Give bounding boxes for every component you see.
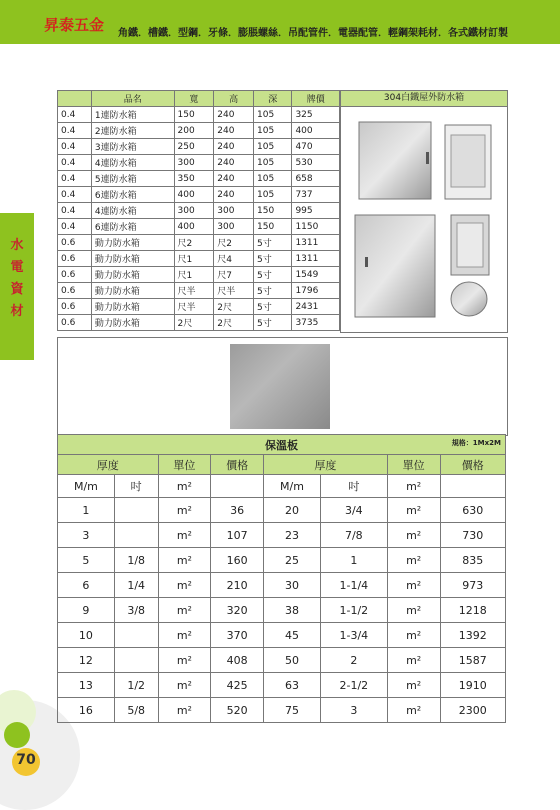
table-cell: m²	[387, 598, 440, 623]
table-cell: 408	[211, 648, 264, 673]
table-cell: 23	[264, 523, 321, 548]
table-cell: m²	[158, 673, 211, 698]
table-cell: 240	[214, 107, 254, 123]
table-cell: m²	[158, 623, 211, 648]
table-cell: 150	[254, 219, 292, 235]
column-header: 價格	[211, 455, 264, 475]
table-cell: 尺1	[174, 251, 214, 267]
sub-header-cell: m²	[387, 475, 440, 498]
insulation-subheader-row	[58, 475, 506, 498]
table-cell: m²	[158, 598, 211, 623]
box-side-photo	[451, 215, 489, 275]
table-cell: 2300	[440, 698, 505, 723]
table-cell: 1796	[292, 283, 340, 299]
side-tab	[0, 213, 34, 360]
header-bar	[0, 0, 560, 44]
table-cell: m²	[387, 498, 440, 523]
box-large-photo	[355, 215, 435, 317]
table-cell: 300	[214, 219, 254, 235]
table-cell: 75	[264, 698, 321, 723]
table-cell: 5寸	[254, 283, 292, 299]
table-cell: m²	[387, 698, 440, 723]
table-cell: 240	[214, 171, 254, 187]
table-cell: 4連防水箱	[91, 155, 174, 171]
column-header: 厚度	[58, 455, 159, 475]
table-cell: 63	[264, 673, 321, 698]
table-cell: 2尺	[214, 315, 254, 331]
brand-name: 昇泰五金	[44, 16, 105, 34]
box-open-photo	[445, 125, 491, 199]
table-cell: 658	[292, 171, 340, 187]
table-cell: 400	[292, 123, 340, 139]
table-row	[58, 187, 340, 203]
table-row	[58, 299, 340, 315]
table-cell: 325	[292, 107, 340, 123]
column-header	[58, 91, 92, 107]
table-cell: 尺2	[174, 235, 214, 251]
table-row	[58, 107, 340, 123]
table-cell: 320	[211, 598, 264, 623]
table-row	[58, 219, 340, 235]
table-cell: m²	[158, 523, 211, 548]
table-cell: 2-1/2	[320, 673, 387, 698]
product-photo-panel	[340, 90, 508, 333]
table-cell: 38	[264, 598, 321, 623]
table-cell: 25	[264, 548, 321, 573]
sub-header-cell	[211, 475, 264, 498]
table-row	[58, 171, 340, 187]
table-cell: 尺半	[214, 283, 254, 299]
insulation-spec: 規格：1Mx2M	[451, 439, 501, 447]
table-row	[58, 573, 506, 598]
table-cell: 0.4	[58, 139, 92, 155]
table-cell: 1311	[292, 235, 340, 251]
table-cell: 1/8	[114, 548, 158, 573]
table-cell: 3735	[292, 315, 340, 331]
table-cell	[114, 623, 158, 648]
table-cell: 45	[264, 623, 321, 648]
table-cell: 105	[254, 123, 292, 139]
table-cell: 1311	[292, 251, 340, 267]
table-cell: 0.6	[58, 299, 92, 315]
table-cell: 530	[292, 155, 340, 171]
table-row	[58, 498, 506, 523]
table-cell: 12	[58, 648, 115, 673]
table-cell: 1392	[440, 623, 505, 648]
column-header: 單位	[387, 455, 440, 475]
table-cell: 105	[254, 107, 292, 123]
column-header: 高	[214, 91, 254, 107]
table-row	[58, 698, 506, 723]
table-cell: 0.4	[58, 219, 92, 235]
table-cell: 160	[211, 548, 264, 573]
table-row	[58, 598, 506, 623]
table-row	[58, 548, 506, 573]
product-photos	[341, 107, 507, 332]
table-cell: 尺4	[214, 251, 254, 267]
column-header: 價格	[440, 455, 505, 475]
table-row	[58, 523, 506, 548]
table-cell: 1連防水箱	[91, 107, 174, 123]
table-cell: 300	[174, 203, 214, 219]
table-cell: m²	[387, 523, 440, 548]
column-header: 厚度	[264, 455, 388, 475]
table-cell: 630	[440, 498, 505, 523]
table-cell: m²	[387, 673, 440, 698]
sub-header-cell	[440, 475, 505, 498]
table-cell: 995	[292, 203, 340, 219]
table-cell: 105	[254, 187, 292, 203]
table-cell: 0.6	[58, 251, 92, 267]
table-cell: 400	[174, 219, 214, 235]
table-cell: 107	[211, 523, 264, 548]
table-cell: 5	[58, 548, 115, 573]
insulation-board-photo-area	[57, 337, 508, 436]
table-cell: 30	[264, 573, 321, 598]
table-cell: 5寸	[254, 299, 292, 315]
table-cell: 2	[320, 648, 387, 673]
waterproof-box-table	[57, 90, 340, 331]
sub-header-cell: m²	[158, 475, 211, 498]
table-cell: m²	[387, 648, 440, 673]
insulation-price-table	[57, 434, 506, 723]
table-cell: 1150	[292, 219, 340, 235]
table-cell: m²	[158, 548, 211, 573]
table-cell: 6	[58, 573, 115, 598]
table-cell: 1	[58, 498, 115, 523]
table-cell: 1	[320, 548, 387, 573]
table-cell: 5寸	[254, 267, 292, 283]
category-list: 角鐵．槽鐵．型鋼．牙條．膨脹螺絲．吊配管件．電器配管．輕鋼架耗材．各式鐵材訂製	[118, 28, 508, 39]
table-cell: 3	[58, 523, 115, 548]
table-cell: 0.6	[58, 315, 92, 331]
table-row	[58, 648, 506, 673]
table-cell: 6連防水箱	[91, 219, 174, 235]
table-cell: 尺1	[174, 267, 214, 283]
table-cell: 200	[174, 123, 214, 139]
table-row	[58, 267, 340, 283]
table-cell: 1-1/2	[320, 598, 387, 623]
table-cell: 240	[214, 155, 254, 171]
table-row	[58, 623, 506, 648]
table-cell: 動力防水箱	[91, 315, 174, 331]
table-cell: 尺半	[174, 283, 214, 299]
insulation-title: 保溫板	[265, 438, 298, 452]
table-cell: 105	[254, 139, 292, 155]
dome-cap-photo	[451, 282, 487, 316]
table-cell: 0.4	[58, 187, 92, 203]
table-cell: 9	[58, 598, 115, 623]
table-cell: 動力防水箱	[91, 267, 174, 283]
table-cell: 5寸	[254, 251, 292, 267]
table-cell: 動力防水箱	[91, 235, 174, 251]
table-cell: 737	[292, 187, 340, 203]
table-cell: 16	[58, 698, 115, 723]
table-cell: m²	[158, 573, 211, 598]
table-cell: 300	[214, 203, 254, 219]
table-cell: 5連防水箱	[91, 171, 174, 187]
table-cell: 470	[292, 139, 340, 155]
table-cell: 尺2	[214, 235, 254, 251]
table-cell: 240	[214, 123, 254, 139]
table-cell: 0.4	[58, 107, 92, 123]
side-tab-label: 水電資材	[10, 238, 24, 319]
table-cell: 36	[211, 498, 264, 523]
column-header: 寬	[174, 91, 214, 107]
table-cell: m²	[158, 498, 211, 523]
table-cell: 動力防水箱	[91, 299, 174, 315]
table-cell: 250	[174, 139, 214, 155]
table-cell: 1-1/4	[320, 573, 387, 598]
table-cell: 730	[440, 523, 505, 548]
table-cell: 370	[211, 623, 264, 648]
table-cell: m²	[158, 648, 211, 673]
sub-header-cell: 吋	[114, 475, 158, 498]
table-cell: 5寸	[254, 235, 292, 251]
table-cell	[114, 523, 158, 548]
table-cell: 1/4	[114, 573, 158, 598]
table-cell: m²	[387, 573, 440, 598]
table-row	[58, 139, 340, 155]
table-row	[58, 315, 340, 331]
table-cell: 240	[214, 139, 254, 155]
table-row	[58, 155, 340, 171]
table-cell: m²	[158, 698, 211, 723]
table-cell: 3/8	[114, 598, 158, 623]
table-cell: 2尺	[174, 315, 214, 331]
table-cell: 5寸	[254, 315, 292, 331]
table-cell: 0.4	[58, 203, 92, 219]
table-cell: 尺半	[174, 299, 214, 315]
table-cell: 尺7	[214, 267, 254, 283]
sub-header-cell: M/m	[58, 475, 115, 498]
table-cell: 520	[211, 698, 264, 723]
photo-panel-title: 304白鐵屋外防水箱	[341, 91, 507, 107]
table-cell: 973	[440, 573, 505, 598]
table-cell: 50	[264, 648, 321, 673]
table-cell: 7/8	[320, 523, 387, 548]
table-cell: 13	[58, 673, 115, 698]
table-cell	[114, 498, 158, 523]
column-header: 深	[254, 91, 292, 107]
insulation-header-row	[58, 455, 506, 475]
table-cell: 0.6	[58, 283, 92, 299]
table-cell: 300	[174, 155, 214, 171]
column-header: 單位	[158, 455, 211, 475]
table-cell: 10	[58, 623, 115, 648]
table-cell: 150	[174, 107, 214, 123]
table-cell: 0.6	[58, 267, 92, 283]
table-cell: 0.6	[58, 235, 92, 251]
table-row	[58, 203, 340, 219]
table-cell: 3/4	[320, 498, 387, 523]
table-cell: 240	[214, 187, 254, 203]
table-cell: 0.4	[58, 123, 92, 139]
table-cell: 1218	[440, 598, 505, 623]
column-header: 牌價	[292, 91, 340, 107]
table-cell: 105	[254, 155, 292, 171]
table-cell: 2431	[292, 299, 340, 315]
box-closed-photo	[359, 122, 431, 199]
table-cell: 835	[440, 548, 505, 573]
table-cell: 2尺	[214, 299, 254, 315]
table-cell: 動力防水箱	[91, 283, 174, 299]
table-row	[58, 235, 340, 251]
page-number: 70	[16, 752, 36, 768]
table-cell: 2連防水箱	[91, 123, 174, 139]
table-cell: m²	[387, 623, 440, 648]
table-cell: 105	[254, 171, 292, 187]
table-cell: 0.4	[58, 171, 92, 187]
table-row	[58, 251, 340, 267]
table-cell: 1/2	[114, 673, 158, 698]
table-cell	[114, 648, 158, 673]
table-cell: 3連防水箱	[91, 139, 174, 155]
sub-header-cell: M/m	[264, 475, 321, 498]
table-cell: 3	[320, 698, 387, 723]
table-cell: 425	[211, 673, 264, 698]
table-row	[58, 673, 506, 698]
table-cell: 1910	[440, 673, 505, 698]
table-row	[58, 123, 340, 139]
column-header: 品名	[91, 91, 174, 107]
table-cell: 20	[264, 498, 321, 523]
table-cell: 動力防水箱	[91, 251, 174, 267]
insulation-board-image	[230, 344, 330, 429]
table-cell: 350	[174, 171, 214, 187]
table-cell: 4連防水箱	[91, 203, 174, 219]
table-cell: 5/8	[114, 698, 158, 723]
table-cell: 1587	[440, 648, 505, 673]
table-cell: m²	[387, 548, 440, 573]
table-cell: 6連防水箱	[91, 187, 174, 203]
table-cell: 150	[254, 203, 292, 219]
table-cell: 1-3/4	[320, 623, 387, 648]
table-cell: 400	[174, 187, 214, 203]
table-row	[58, 283, 340, 299]
table-cell: 210	[211, 573, 264, 598]
sub-header-cell: 吋	[320, 475, 387, 498]
table-cell: 1549	[292, 267, 340, 283]
decor-circle-accent	[4, 722, 30, 748]
table-cell: 0.4	[58, 155, 92, 171]
